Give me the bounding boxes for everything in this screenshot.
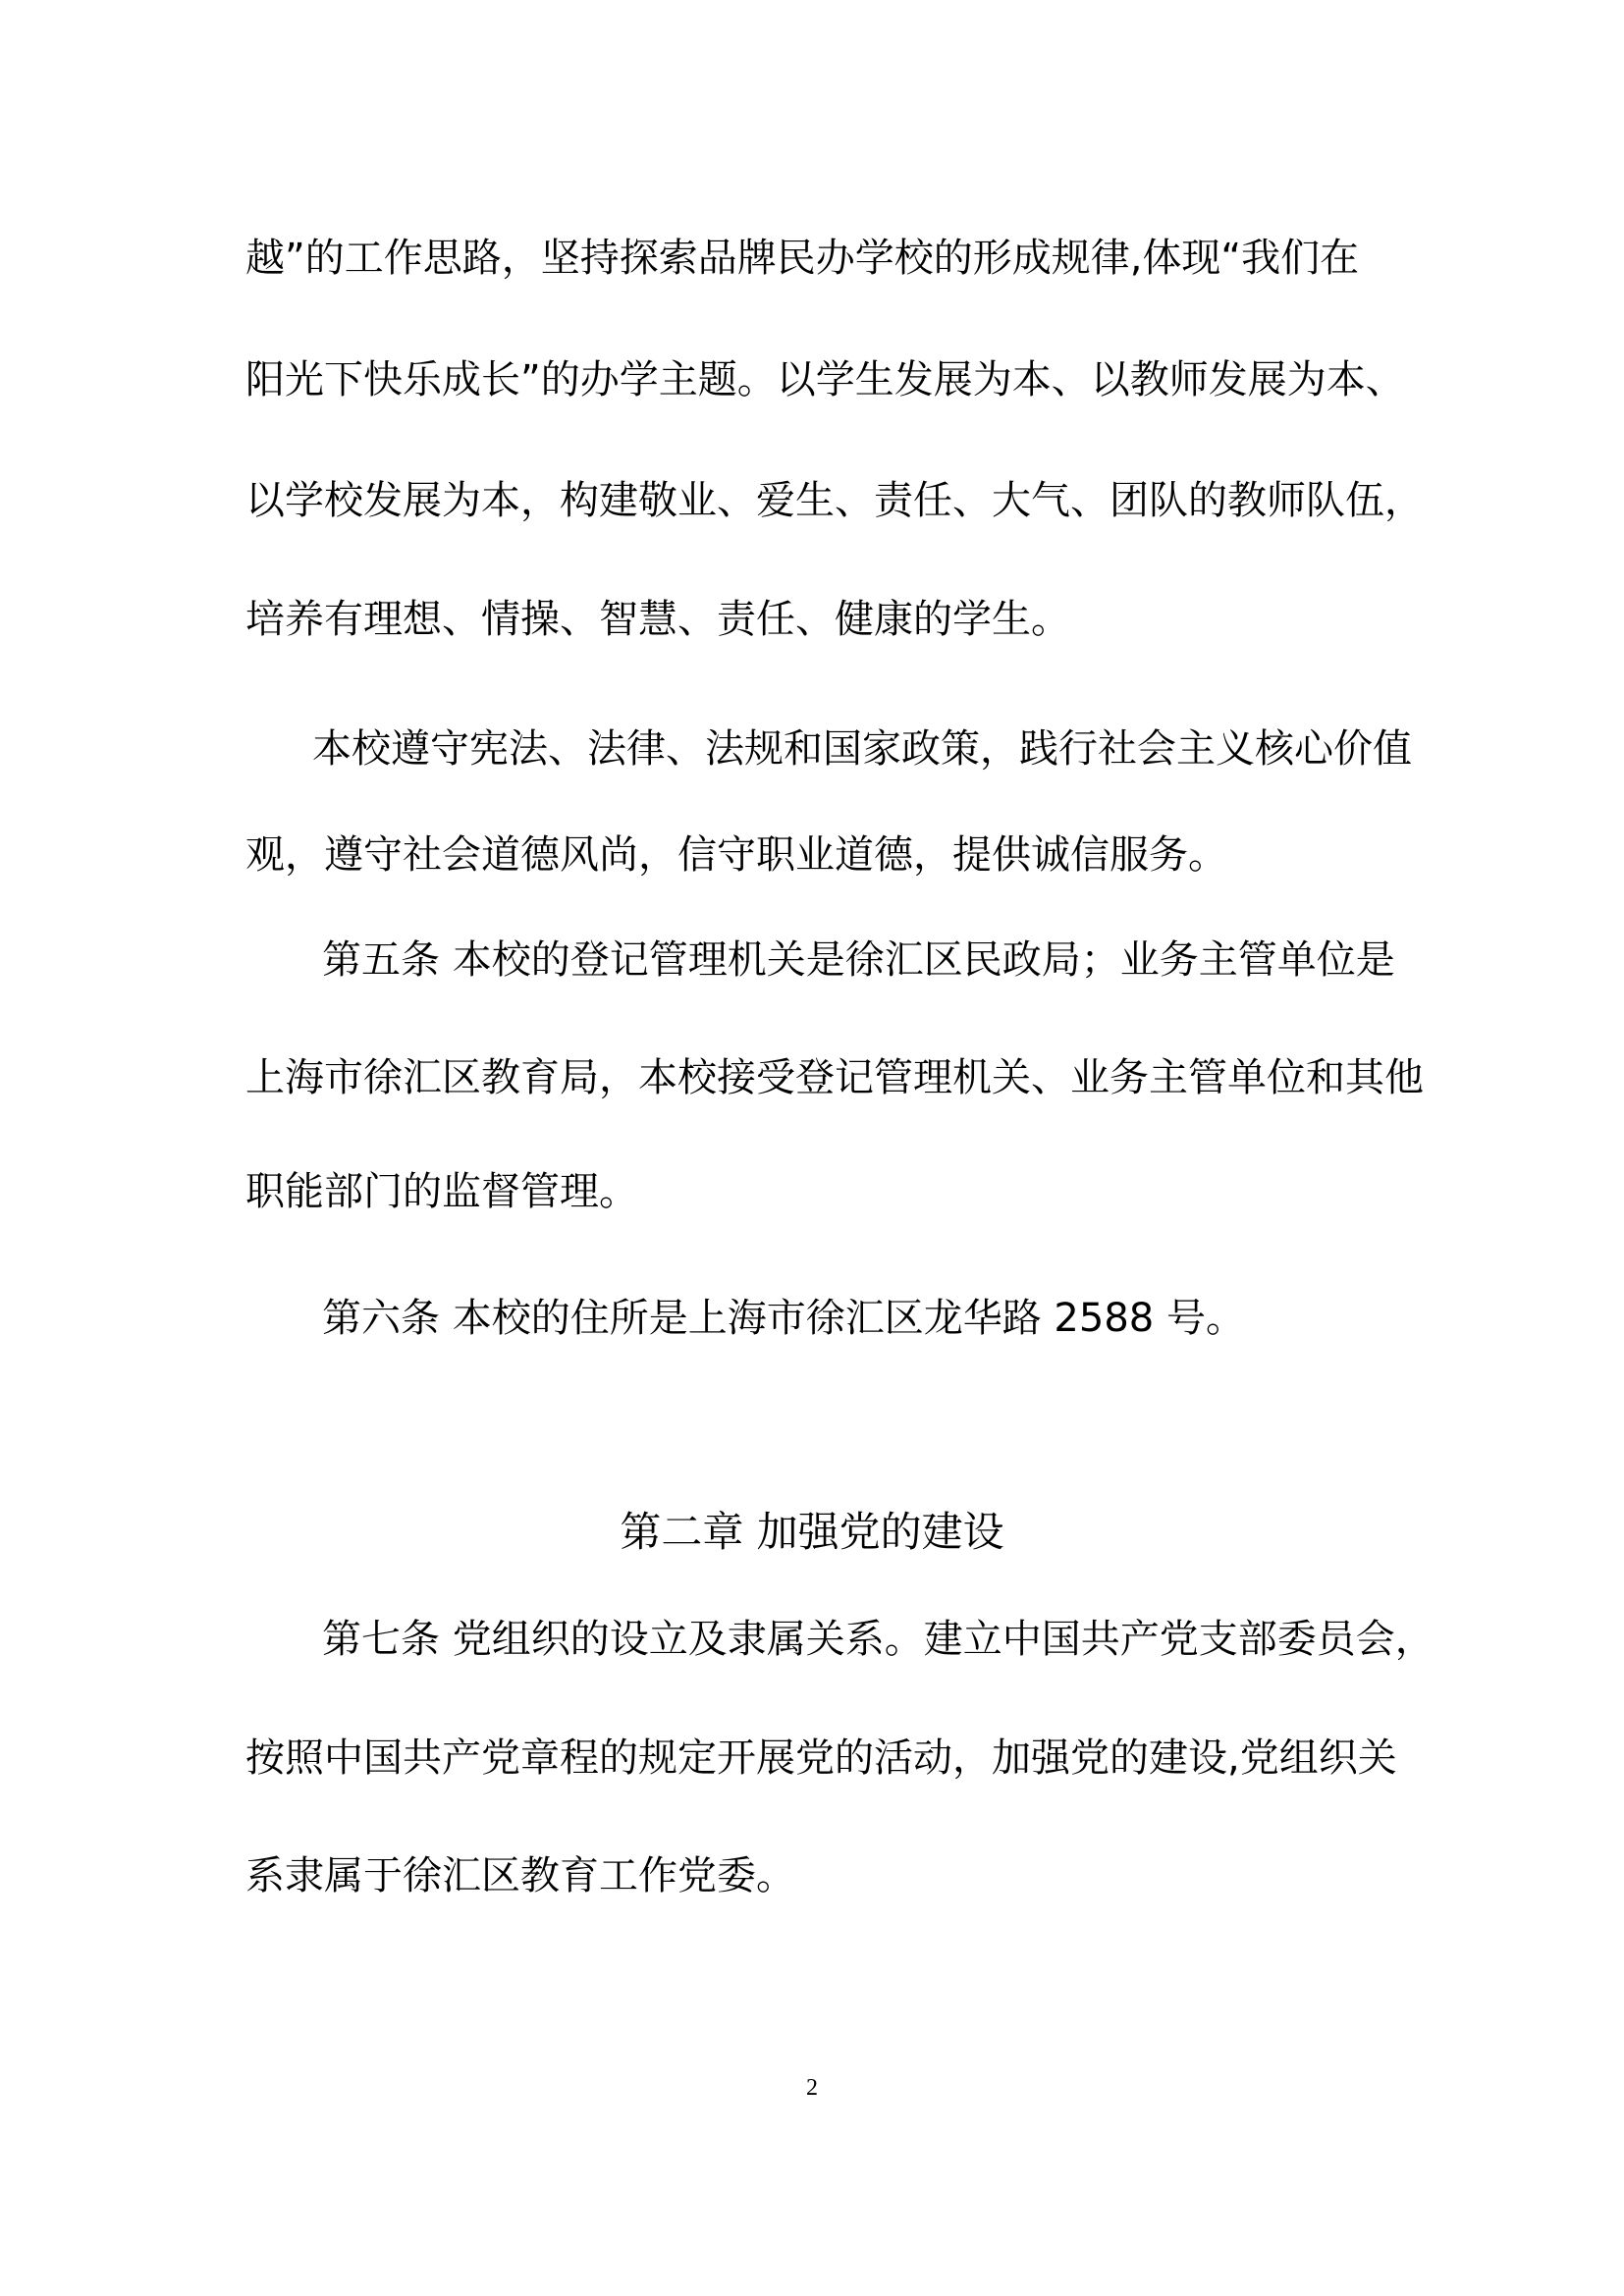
text-line: 培养有理想、情操、智慧、责任、健康的学生。 — [245, 597, 1070, 642]
chapter-heading: 第二章 加强党的建设 — [620, 1508, 1004, 1556]
text-line: 越”的工作思路，坚持探索品牌民办学校的形成规律,体现“我们在 — [245, 236, 1360, 281]
text-line: 本校遵守宪法、法律、法规和国家政策，践行社会主义核心价值 — [312, 726, 1412, 772]
article-5-line: 第五条 本校的登记管理机关是徐汇区民政局；业务主管单位是 — [322, 937, 1395, 983]
text-line: 观，遵守社会道德风尚，信守职业道德，提供诚信服务。 — [245, 832, 1227, 878]
text-line: 系隶属于徐汇区教育工作党委。 — [245, 1853, 795, 1898]
page-number: 2 — [806, 2075, 818, 2101]
article-7-line: 第七条 党组织的设立及隶属关系。建立中国共产党支部委员会， — [322, 1617, 1435, 1662]
text-line: 上海市徐汇区教育局，本校接受登记管理机关、业务主管单位和其他 — [245, 1055, 1424, 1100]
text-line: 按照中国共产党章程的规定开展党的活动，加强党的建设,党组织关 — [245, 1735, 1397, 1781]
text-line: 阳光下快乐成长”的办学主题。以学生发展为本、以教师发展为本、 — [245, 357, 1405, 402]
text-line: 职能部门的监督管理。 — [245, 1169, 638, 1214]
text-line: 以学校发展为本，构建敬业、爱生、责任、大气、团队的教师队伍， — [245, 478, 1424, 523]
article-6-line: 第六条 本校的住所是上海市徐汇区龙华路 2588 号。 — [322, 1296, 1245, 1341]
